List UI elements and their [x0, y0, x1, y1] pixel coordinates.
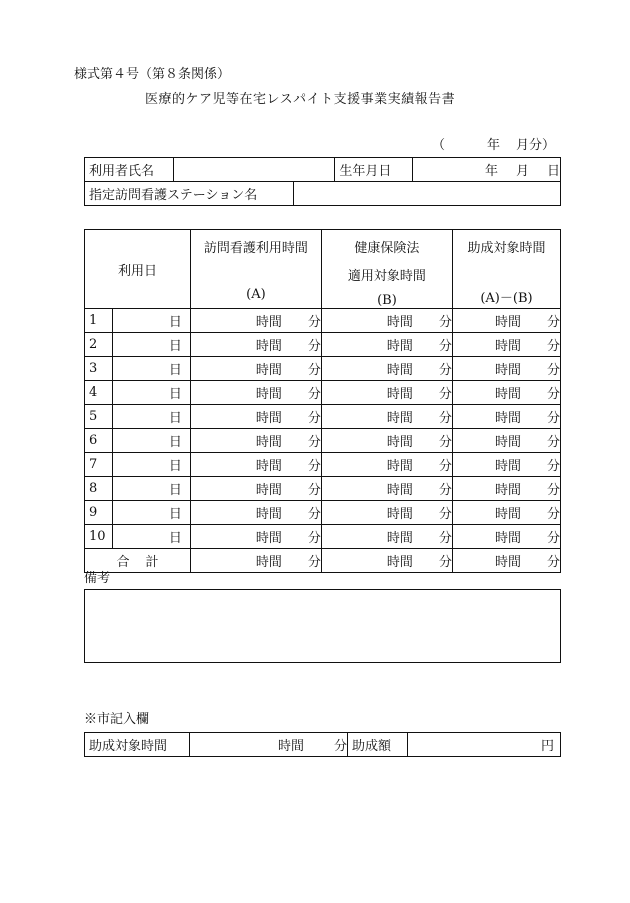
- birth-month-unit: 月: [515, 164, 529, 179]
- remarks-label: 備考: [84, 571, 111, 586]
- time-cell-a[interactable]: [190, 549, 321, 573]
- day-unit: 日: [168, 483, 182, 498]
- user-name-label: 利用者氏名: [85, 158, 174, 182]
- city-subsidy-amount-field[interactable]: [408, 733, 561, 757]
- hour-unit: 時間: [255, 387, 282, 402]
- user-name-field[interactable]: [173, 158, 335, 182]
- time-cell-b[interactable]: [321, 333, 452, 357]
- row-day-field[interactable]: [113, 309, 191, 333]
- time-cell-a[interactable]: [190, 309, 321, 333]
- time-cell-b[interactable]: [321, 501, 452, 525]
- day-unit: 日: [168, 507, 182, 522]
- row-number: 8: [85, 477, 113, 501]
- period-month: 月分）: [516, 138, 556, 153]
- row-day-field[interactable]: [113, 357, 191, 381]
- time-cell-b[interactable]: [321, 357, 452, 381]
- day-unit: 日: [168, 435, 182, 450]
- minute-unit: 分: [307, 315, 321, 330]
- minute-unit: 分: [546, 507, 560, 522]
- header-col-b-code: (B): [377, 293, 397, 308]
- time-cell-b[interactable]: [321, 381, 452, 405]
- hour-unit: 時間: [255, 507, 282, 522]
- row-number: 5: [85, 405, 113, 429]
- usage-row: [85, 453, 561, 477]
- header-col-a: [190, 230, 321, 309]
- minute-unit: 分: [438, 363, 452, 378]
- time-cell-b[interactable]: [321, 477, 452, 501]
- time-cell-a[interactable]: [190, 405, 321, 429]
- hour-unit: 時間: [255, 315, 282, 330]
- hour-unit: 時間: [255, 531, 282, 546]
- time-cell-c[interactable]: [452, 501, 560, 525]
- minute-unit: 分: [438, 555, 452, 570]
- minute-unit: 分: [307, 363, 321, 378]
- minute-unit: 分: [438, 483, 452, 498]
- hour-unit: 時間: [386, 315, 413, 330]
- total-label-2: 計: [145, 555, 159, 570]
- hour-unit: 時間: [386, 339, 413, 354]
- header-col-b: [321, 230, 452, 309]
- hour-unit: 時間: [494, 315, 521, 330]
- row-number: 1: [85, 309, 113, 333]
- day-unit: 日: [168, 411, 182, 426]
- header-col-c-code: (A)－(B): [480, 291, 533, 306]
- row-number: 7: [85, 453, 113, 477]
- hour-unit: 時間: [255, 555, 282, 570]
- day-unit: 日: [168, 531, 182, 546]
- time-cell-b[interactable]: [321, 429, 452, 453]
- day-unit: 日: [168, 363, 182, 378]
- day-unit: 日: [168, 459, 182, 474]
- birth-date-field[interactable]: [412, 158, 560, 182]
- minute-unit: 分: [546, 459, 560, 474]
- minute-unit: 分: [307, 483, 321, 498]
- birth-date-label: 生年月日: [335, 158, 413, 182]
- header-col-a-code: (A): [246, 287, 266, 302]
- hour-unit: 時間: [494, 459, 521, 474]
- hour-unit: 時間: [494, 483, 521, 498]
- row-day-field[interactable]: [113, 453, 191, 477]
- minute-unit: 分: [546, 435, 560, 450]
- usage-row: [85, 309, 561, 333]
- hour-unit: 時間: [494, 507, 521, 522]
- period-open: （: [432, 138, 446, 153]
- city-subsidy-time-field[interactable]: [190, 733, 348, 757]
- minute-unit: 分: [546, 531, 560, 546]
- time-cell-a[interactable]: [190, 477, 321, 501]
- minute-unit: 分: [438, 459, 452, 474]
- total-label-cell: [85, 549, 191, 573]
- header-col-b-title2: 適用対象時間: [347, 269, 426, 284]
- usage-row: [85, 381, 561, 405]
- city-hour-unit: 時間: [277, 739, 304, 754]
- time-cell-c[interactable]: [452, 333, 560, 357]
- header-col-c-title: 助成対象時間: [467, 241, 546, 256]
- time-cell-c[interactable]: [452, 549, 560, 573]
- station-label: 指定訪問看護ステーション名: [85, 182, 294, 206]
- minute-unit: 分: [438, 507, 452, 522]
- usage-row: [85, 333, 561, 357]
- city-subsidy-amount-label: 助成額: [348, 733, 408, 757]
- time-cell-a[interactable]: [190, 453, 321, 477]
- time-cell-c[interactable]: [452, 453, 560, 477]
- time-cell-b[interactable]: [321, 405, 452, 429]
- city-minute-unit: 分: [333, 739, 347, 754]
- minute-unit: 分: [307, 555, 321, 570]
- minute-unit: 分: [307, 411, 321, 426]
- hour-unit: 時間: [386, 555, 413, 570]
- minute-unit: 分: [307, 435, 321, 450]
- usage-row: [85, 501, 561, 525]
- city-yen-unit: 円: [540, 739, 554, 754]
- minute-unit: 分: [546, 315, 560, 330]
- row-day-field[interactable]: [113, 405, 191, 429]
- form-number: 様式第４号（第８条関係）: [74, 67, 231, 82]
- hour-unit: 時間: [386, 531, 413, 546]
- birth-day-unit: 日: [546, 164, 560, 179]
- minute-unit: 分: [438, 411, 452, 426]
- time-cell-a[interactable]: [190, 525, 321, 549]
- usage-row: [85, 477, 561, 501]
- minute-unit: 分: [438, 339, 452, 354]
- remarks-box[interactable]: [84, 589, 561, 663]
- hour-unit: 時間: [255, 459, 282, 474]
- time-cell-a[interactable]: [190, 501, 321, 525]
- city-section-title: ※市記入欄: [84, 712, 150, 727]
- header-col-a-title: 訪問看護利用時間: [203, 241, 308, 256]
- time-cell-c[interactable]: [452, 381, 560, 405]
- minute-unit: 分: [307, 507, 321, 522]
- row-number: 4: [85, 381, 113, 405]
- usage-row: [85, 525, 561, 549]
- minute-unit: 分: [546, 363, 560, 378]
- minute-unit: 分: [438, 531, 452, 546]
- minute-unit: 分: [307, 459, 321, 474]
- time-cell-c[interactable]: [452, 357, 560, 381]
- station-table: [84, 181, 561, 206]
- total-row: [85, 549, 561, 573]
- header-date: 利用日: [117, 263, 157, 279]
- time-cell-c[interactable]: [452, 405, 560, 429]
- hour-unit: 時間: [494, 363, 521, 378]
- hour-unit: 時間: [494, 411, 521, 426]
- minute-unit: 分: [307, 531, 321, 546]
- time-cell-b[interactable]: [321, 309, 452, 333]
- usage-row: [85, 429, 561, 453]
- user-info-table: [84, 157, 561, 182]
- hour-unit: 時間: [255, 483, 282, 498]
- usage-row: [85, 357, 561, 381]
- time-cell-c[interactable]: [452, 525, 560, 549]
- minute-unit: 分: [546, 387, 560, 402]
- time-cell-b[interactable]: [321, 549, 452, 573]
- row-number: 10: [85, 525, 113, 549]
- row-day-field[interactable]: [113, 501, 191, 525]
- city-subsidy-time-label: 助成対象時間: [85, 733, 190, 757]
- hour-unit: 時間: [255, 411, 282, 426]
- time-cell-b[interactable]: [321, 453, 452, 477]
- hour-unit: 時間: [386, 459, 413, 474]
- hour-unit: 時間: [494, 387, 521, 402]
- hour-unit: 時間: [494, 339, 521, 354]
- minute-unit: 分: [438, 387, 452, 402]
- header-col-b-title1: 健康保険法: [354, 241, 420, 256]
- row-day-field[interactable]: [113, 429, 191, 453]
- hour-unit: 時間: [386, 411, 413, 426]
- hour-unit: 時間: [494, 555, 521, 570]
- row-number: 6: [85, 429, 113, 453]
- birth-year-unit: 年: [484, 164, 498, 179]
- header-col-c: [452, 230, 560, 309]
- day-unit: 日: [168, 339, 182, 354]
- day-unit: 日: [168, 387, 182, 402]
- minute-unit: 分: [546, 411, 560, 426]
- minute-unit: 分: [307, 387, 321, 402]
- hour-unit: 時間: [255, 339, 282, 354]
- time-cell-a[interactable]: [190, 429, 321, 453]
- hour-unit: 時間: [255, 435, 282, 450]
- row-day-field[interactable]: [113, 381, 191, 405]
- hour-unit: 時間: [255, 363, 282, 378]
- row-number: 2: [85, 333, 113, 357]
- period-year: 年: [487, 138, 501, 153]
- row-day-field[interactable]: [113, 525, 191, 549]
- station-field[interactable]: [294, 182, 561, 206]
- usage-header-row: [85, 230, 561, 309]
- usage-table: [84, 229, 561, 573]
- minute-unit: 分: [438, 315, 452, 330]
- time-cell-b[interactable]: [321, 525, 452, 549]
- city-table: [84, 732, 561, 757]
- minute-unit: 分: [546, 483, 560, 498]
- time-cell-c[interactable]: [452, 429, 560, 453]
- minute-unit: 分: [546, 339, 560, 354]
- hour-unit: 時間: [494, 435, 521, 450]
- hour-unit: 時間: [386, 435, 413, 450]
- time-cell-a[interactable]: [190, 381, 321, 405]
- hour-unit: 時間: [386, 507, 413, 522]
- total-label-1: 合: [116, 555, 130, 570]
- minute-unit: 分: [438, 435, 452, 450]
- hour-unit: 時間: [386, 483, 413, 498]
- header-date-cell: [85, 230, 191, 309]
- time-cell-c[interactable]: [452, 309, 560, 333]
- hour-unit: 時間: [386, 387, 413, 402]
- document-title: 医療的ケア児等在宅レスパイト支援事業実績報告書: [145, 92, 456, 107]
- usage-row: [85, 405, 561, 429]
- minute-unit: 分: [307, 339, 321, 354]
- row-day-field[interactable]: [113, 333, 191, 357]
- time-cell-c[interactable]: [452, 477, 560, 501]
- row-number: 3: [85, 357, 113, 381]
- hour-unit: 時間: [386, 363, 413, 378]
- minute-unit: 分: [546, 555, 560, 570]
- time-cell-a[interactable]: [190, 357, 321, 381]
- day-unit: 日: [168, 315, 182, 330]
- time-cell-a[interactable]: [190, 333, 321, 357]
- hour-unit: 時間: [494, 531, 521, 546]
- row-day-field[interactable]: [113, 477, 191, 501]
- row-number: 9: [85, 501, 113, 525]
